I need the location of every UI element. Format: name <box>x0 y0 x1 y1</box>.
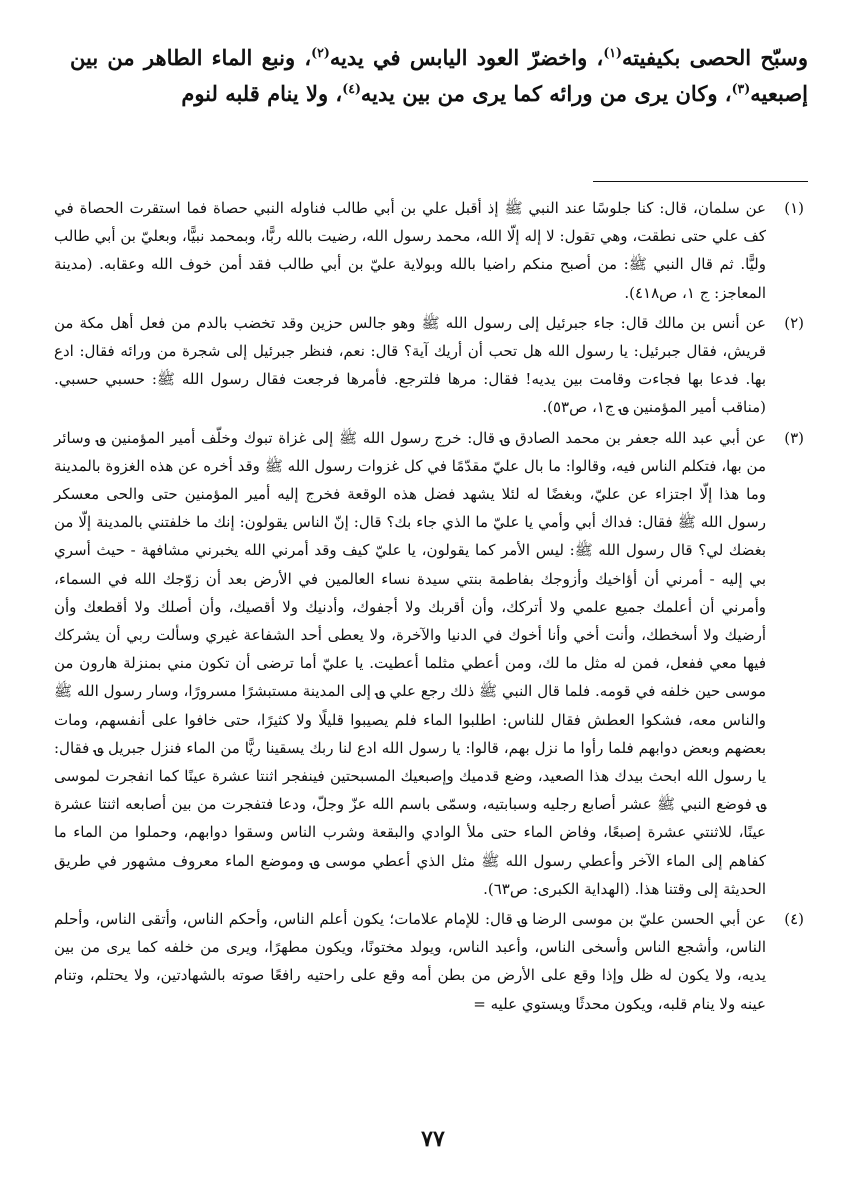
footnote-ref: (٢) <box>311 45 330 60</box>
main-text-part: ، ونبع الماء الطاهر من بين إصبعيه <box>70 45 808 106</box>
main-text-part: وسبّح الحصى بكيفيته <box>622 45 808 70</box>
footnote-text: عن أبي الحسن عليّ بن موسى الرضا ؈ قال: للإمام علامات؛ يكون أعلم الناس، وأحكم الناس، وأتقى الناس، وأحلم الناس، وأشجع الناس وأسخى الناس، وأعبد الناس، ويولد مختونًا، ويكون مطهرًا، ويرى من خلفه كما يرى من بين يديه، ولا يكون له ظل وإذا وقع على الأرض من بطن أمه وقع على راحتيه رافعًا صوته بالشهادتين، ولا يحتلم، وتنام عينه ولا ينام قلبه، ويكون محدثًا ويستوي عليه = <box>54 910 766 1013</box>
footnote-ref: (٤) <box>342 81 361 96</box>
footnote <box>54 309 804 422</box>
footnote-ref: (٣) <box>731 81 751 96</box>
footnote-ref: (١) <box>603 45 623 60</box>
footnote-number: (٣) <box>784 428 804 447</box>
footnote-number: (٤) <box>784 910 804 929</box>
main-text-part: ، ولا ينام قلبه لنوم <box>181 81 343 106</box>
footnote-text: عن سلمان، قال: كنا جلوسًا عند النبي ﷺ إذ أقبل علي بن أبي طالب فناوله النبي حصاة فما استقرت الحصاة في كف علي حتى نطقت، وهي تقول: لا إله إلّا الله، محمد رسول الله، رضيت بالله ربًّا، وبمحمد نبيًّا، وبعليّ بن أبي طالب وليًّا. ثم قال النبي ﷺ: من أصبح منكم راضيا بالله وبولاية عليّ بن أبي طالب فقد أمن خوف الله وعقابه. (مدينة المعاجز: ج ١، ص٤١٨). <box>54 199 766 302</box>
main-text-part: ، واخضرّ العود اليابس في يديه <box>329 45 604 70</box>
footnote <box>54 905 804 1018</box>
main-text-part: ، وكان يرى من ورائه كما يرى من بين يديه <box>360 81 732 106</box>
footnote <box>54 424 804 903</box>
footnote-number: (١) <box>784 199 804 217</box>
footnote-text: عن أنس بن مالك قال: جاء جبرئيل إلى رسول الله ﷺ وهو جالس حزين وقد تخضب بالدم من فعل أهل مكة من قريش، فقال جبرئيل: يا رسول الله هل تحب أن أريك آية؟ قال: نعم، فنظر جبرئيل إلى شجرة من ورائه فقال: ادع بها. فدعا بها فجاءت وقامت بين يديه! فقال: مرها فلترجع. فأمرها فرجعت فقال رسول الله ﷺ: حسبي حسبي. (مناقب أمير المؤمنين ؈ ج١، ص٥٣). <box>54 313 766 417</box>
footnotes-list <box>54 194 804 1020</box>
main-paragraph <box>70 40 808 112</box>
page-number: ٧٧ <box>421 1126 445 1152</box>
footnote-number: (٢) <box>784 313 804 332</box>
footnote <box>54 194 804 307</box>
footnote-separator <box>593 181 808 182</box>
footnote-text: عن أبي عبد الله جعفر بن محمد الصادق ؈ قال: خرج رسول الله ﷺ إلى غزاة تبوك وخلّف أمير المؤمنين ؈ وسائر من بها، فتكلم الناس فيه، وقالوا: ما بال عليّ مقدّمًا في كل غزوات رسول الله ﷺ وقد أخره عن هذه الغزوة بالمدينة وما هذا إلّا اجتزاء عن عليّ، وبغضًا له لئلا يشهد فضل هذه الوقعة فخرج إليه أمير المؤمنين حتى والحى معسكر رسول الله ﷺ فقال: فداك أبي وأمي يا عليّ ما الذي جاء بك؟ قال: إنّ الناس يقولون: إنك ما خلفتني بالمدينة إلّا من بغضك لي؟ قال رسول الله ﷺ: ليس الأمر كما يقولون، يا عليّ كيف وقد أمرني الله يخبرني مشافهة - حيث أسري بي إليه - أمرني أن أؤاخيك وأزوجك بفاطمة بنتي سيدة نساء العالمين في الأرض بعد أن زوّجك الله في السماء، وأمرني أن أعلمك جميع علمي ولا أتركك، وأن أقربك ولا أجفوك، وأدنيك ولا أقصيك، وأن أصلك ولا أقطعك وأن أرضيك ولا أسخطك، وأنت أخي وأنا أخوك في الدنيا والآخرة، ولا يعطى أحد الشفاعة غيري وسألت ربي أن يشركك فيها معي ففعل، فمن له مثل ما لك، ومن أعطي مثلما أعطيت. يا عليّ أما ترضى أن تكون مني بمنزلة هارون من موسى حين خلفه في قومه. فلما قال النبي ﷺ ذلك رجع علي ؈ إلى المدينة مستبشرًا مسرورًا، وسار رسول الله ﷺ والناس معه، فشكوا العطش فقال للناس: اطلبوا الماء فلم يصيبوا قليلًا ولا كثيرًا، حتى خافوا على أنفسهم، ومات بعضهم وبعض دوابهم فلما رأوا ما نزل بهم، قالوا: يا رسول الله ادع لنا ربك يسقينا ريًّا من الماء فنزل جبريل ؈ فقال: يا رسول الله ابحث بيدك هذا الصعيد، وضع قدميك وإصبعيك المسبحتين فينفجر اثنتا عشرة عينًا كما انفجرت لموسى ؈ فوضع النبي ﷺ عشر أصابع رجليه وسبابتيه، وسمّى باسم الله عزّ وجلّ، ودعا فتفجرت من بين أصابعه اثنتا عشرة عينًا، للاثنتي عشرة إصبعًا، وفاض الماء حتى ملأ الوادي والبقعة وشرب الناس وسقوا دوابهم، وحملوا من الماء ما كفاهم إلى الماء الآخر وأعطي رسول الله ﷺ مثل الذي أعطي موسى ؈ وموضع الماء معروف مشهور في طريق الحديثة إلى وقتنا هذا. (الهداية الكبرى: ص٦٣). <box>54 428 766 898</box>
